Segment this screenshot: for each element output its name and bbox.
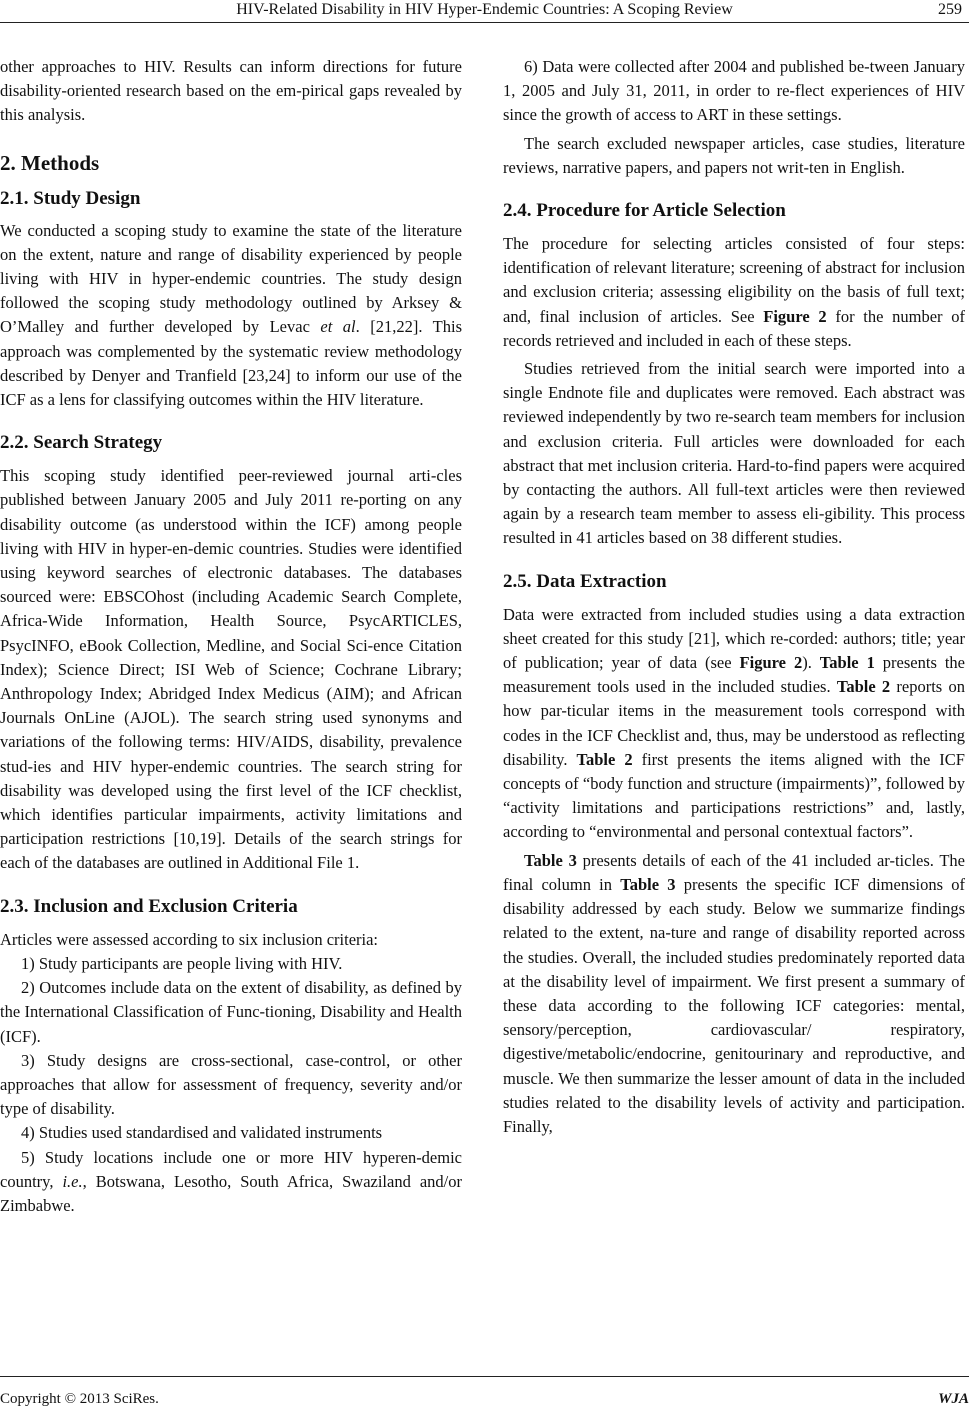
methods-heading: 2. Methods — [0, 150, 100, 175]
section-2-5-heading: 2.5. Data Extraction — [503, 570, 667, 592]
criteria-3: 3) Study designs are cross-sectional, case-control, or other approaches that allow for assessment of frequency, severity and/or type of disability. — [0, 1050, 462, 1119]
criteria-2: 2) Outcomes include data on the extent of disability, as defined by the International Classification of Func-tioning, Disability and Health (ICF). — [0, 978, 462, 1046]
section-2-3-intro: Articles were assessed according to six inclusion criteria: — [0, 929, 379, 949]
exclusion-text: The search excluded newspaper articles, case studies, literature reviews, narrative papers, and papers not writ-ten in English. — [503, 133, 965, 177]
criteria-5: 5) Study locations include one or more HIV hyperen-demic country, i.e., Botswana, Lesotho, South Africa, Swaziland and/or Zimbabwe. — [0, 1147, 462, 1215]
section-2-4-heading: 2.4. Procedure for Article Selection — [503, 200, 786, 222]
intro-paragraph: other approaches to HIV. Results can inform directions for future disability-oriented research based on the em-pirical gaps revealed by this analysis. — [0, 57, 462, 125]
criteria-6: 6) Data were collected after 2004 and published be-tween January 1, 2005 and July 31, 2011, in order to re-flect experiences of HIV since the growth of access to ART in these settings. — [503, 57, 965, 125]
section-2-4-para-1: The procedure for selecting articles consisted of four steps: identification of relevant literature; screening of abstract for inclusion and exclusion criteria; assessing eligibility on the basis of full text; and, final inclusion of articles. See Figure 2 for the number of records retrieved and included in each of these steps. — [503, 234, 965, 350]
section-2-3-heading: 2.3. Inclusion and Exclusion Criteria — [0, 895, 298, 917]
running-title: HIV-Related Disability in HIV Hyper-Endemic Countries: A Scoping Review — [236, 1, 733, 18]
criteria-4: 4) Studies used standardised and validated instruments — [21, 1123, 383, 1143]
section-2-5-para-2: Table 3 presents details of each of the 41 included ar-ticles. The final column in Table 3 presents the specific ICF dimensions of disability addressed by each study. Below we summarize findings related to the extent, na-ture and range of disability reported across the studies. Overall, the included studies predominately reported data at the disability level of impairment. We first present a summary of these data according to the following ICF categories: mental, sensory/perception, cardiovascular/ respiratory, digestive/metabolic/endocrine, genitourinary and reproductive, and muscle. We then summarize the lesser amount of data in the included studies related to the disability levels of activity and participation. Finally, — [503, 850, 966, 1136]
journal-abbreviation: WJA — [938, 1391, 969, 1407]
section-2-4-para-2: Studies retrieved from the initial search were imported into a single Endnote file and duplicates were removed. Each abstract was reviewed independently by two re-search team members for inclusion and exclusion criteria. Full articles were downloaded for each abstract that met inclusion criteria. Hard-to-find papers were acquired by contacting the authors. All full-text articles were then reviewed again by a research team member to assess eli-gibility. This process resulted in 41 articles based on 38 different studies. — [503, 359, 965, 548]
section-2-1-heading: 2.1. Study Design — [0, 187, 141, 209]
copyright-notice: Copyright © 2013 SciRes. — [0, 1391, 159, 1407]
criteria-1: 1) Study participants are people living with HIV. — [21, 953, 343, 973]
running-header — [0, 0, 969, 23]
page-number: 259 — [938, 1, 962, 18]
page-footer — [0, 1376, 969, 1407]
section-2-1-text: We conducted a scoping study to examine the state of the literature on the extent, nature and range of disability experienced by people living with HIV in hyper-endemic countries. The study design followed the scoping study methodology outlined by Arksey & O’Malley and further developed by Levac et al. [21,22]. This approach was complemented by the systematic review methodology described by Denyer and Tranfield [23,24] to inform our use of the ICF as a lens for classifying outcomes within the HIV literature. — [0, 220, 463, 410]
section-2-2-text: This scoping study identified peer-reviewed journal arti-cles published between January 2005 and July 2011 re-porting on any disability outcome (as understood within the ICF) among people living with HIV in hyper-en-demic countries. Studies were identified using keyword searches of electronic databases. The databases sourced were: EBSCOhost (including Academic Search Complete, Africa-Wide Information, Health Source, PsycARTICLES, PsycINFO, eBook Collection, Medline, and Social Sci-ence Citation Index); Science Direct; ISI Web of Science; Cochrane Library; Anthropology Index; Abridged Index Medicus (AIM); and African Journals OnLine (AJOL). The search string used synonyms and variations of the following terms: HIV/AIDS, disability, prevalence stud-ies and HIV hyper-endemic countries. The search string for disability was developed using the first level of the ICF checklist, which identifies particular impairments, activity limitations and participation restrictions [10,19]. Details of the search strings for each of the databases are outlined in Additional File 1. — [0, 466, 462, 873]
section-2-2-heading: 2.2. Search Strategy — [0, 432, 163, 454]
left-column — [0, 55, 462, 1218]
section-2-5-para-1: Data were extracted from included studies using a data extraction sheet created for this study [21], which re-corded: authors; title; year of publication; year of data (see Figure 2). Table 1 presents the measurement tools used in the included studies. Table 2 reports on how par-ticular items in the measurement tools correspond with codes in the ICF Checklist and, thus, may be understood as reflecting disability. Table 2 first presents the items aligned with the ICF concepts of “body function and structure (impairments)”, followed by “activity limitations and participations restrictions” and, lastly, according to “environmental and personal contextual factors”. — [503, 604, 965, 842]
right-column — [503, 55, 965, 1139]
